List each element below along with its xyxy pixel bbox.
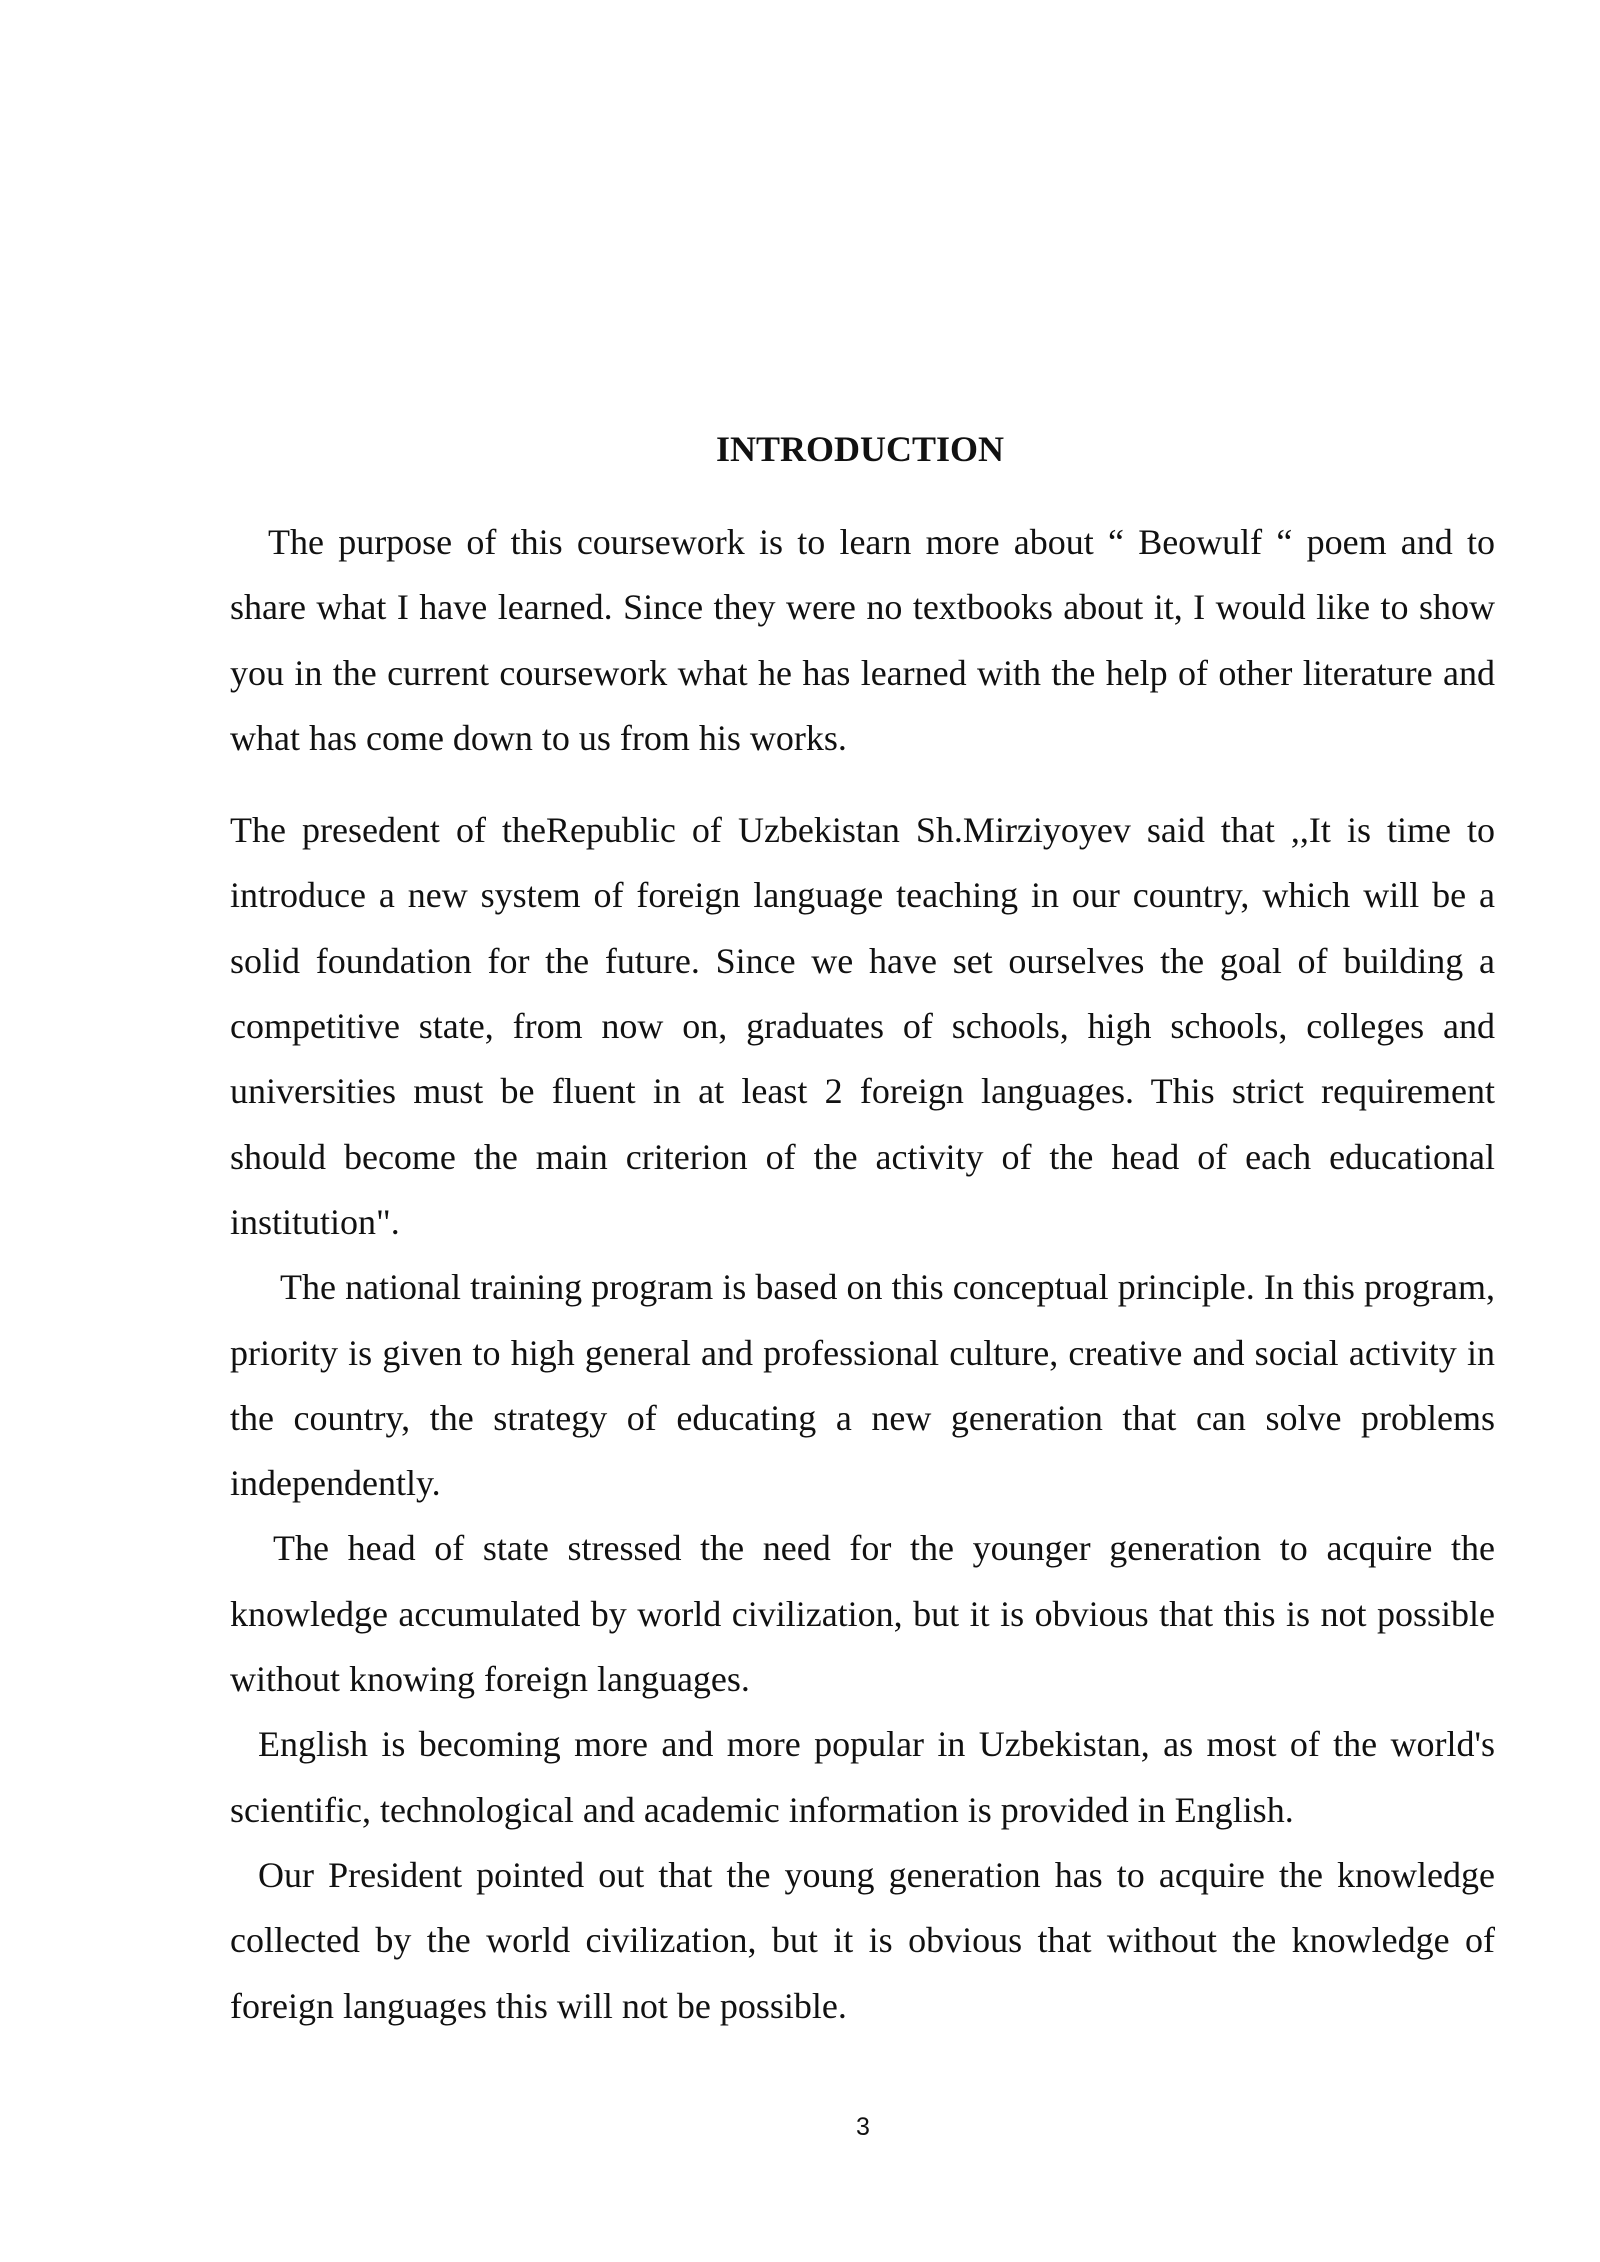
paragraph-english-popularity: English is becoming more and more popular in Uzbekistan, as most of the world's scientific, technological and academic information is provided in English. <box>230 1724 1495 1830</box>
paragraph-purpose: The purpose of this coursework is to learn more about “ Beowulf “ poem and to share what I have learned. Since they were no textbooks about it, I would like to show you in the current coursework what he has learned with the help of other literature and what has come down to us from his works. <box>230 522 1495 758</box>
paragraph-head-of-state: The head of state stressed the need for the younger generation to acquire the knowledge accumulated by world civilization, but it is obvious that this is not possible without knowing foreign languages. <box>230 1528 1495 1700</box>
page-title: INTRODUCTION <box>715 429 1005 469</box>
paragraph-national-training-program: The national training program is based on this conceptual principle. In this program, priority is given to high general and professional culture, creative and social activity in the country, the strategy of educating a new generation that can solve problems independently. <box>230 1267 1495 1504</box>
paragraph-president-knowledge: Our President pointed out that the young generation has to acquire the knowledge collected by the world civilization, but it is obvious that without the knowledge of foreign languages this will not be possible. <box>230 1854 1495 2026</box>
page-number: 3 <box>856 2113 870 2141</box>
paragraph-president-quote: The presedent of theRepublic of Uzbekistan Sh.Mirziyoyev said that ,,It is time to introduce a new system of foreign language teaching in our country, which will be a solid foundation for the future. Since we have set ourselves the goal of building a competitive state, from now on, graduates of schools, high schools, colleges and universities must be fluent in at least 2 foreign languages. This strict requirement should become the main criterion of the activity of the head of each educational institution". <box>230 810 1495 1242</box>
document-body <box>230 510 1495 2039</box>
